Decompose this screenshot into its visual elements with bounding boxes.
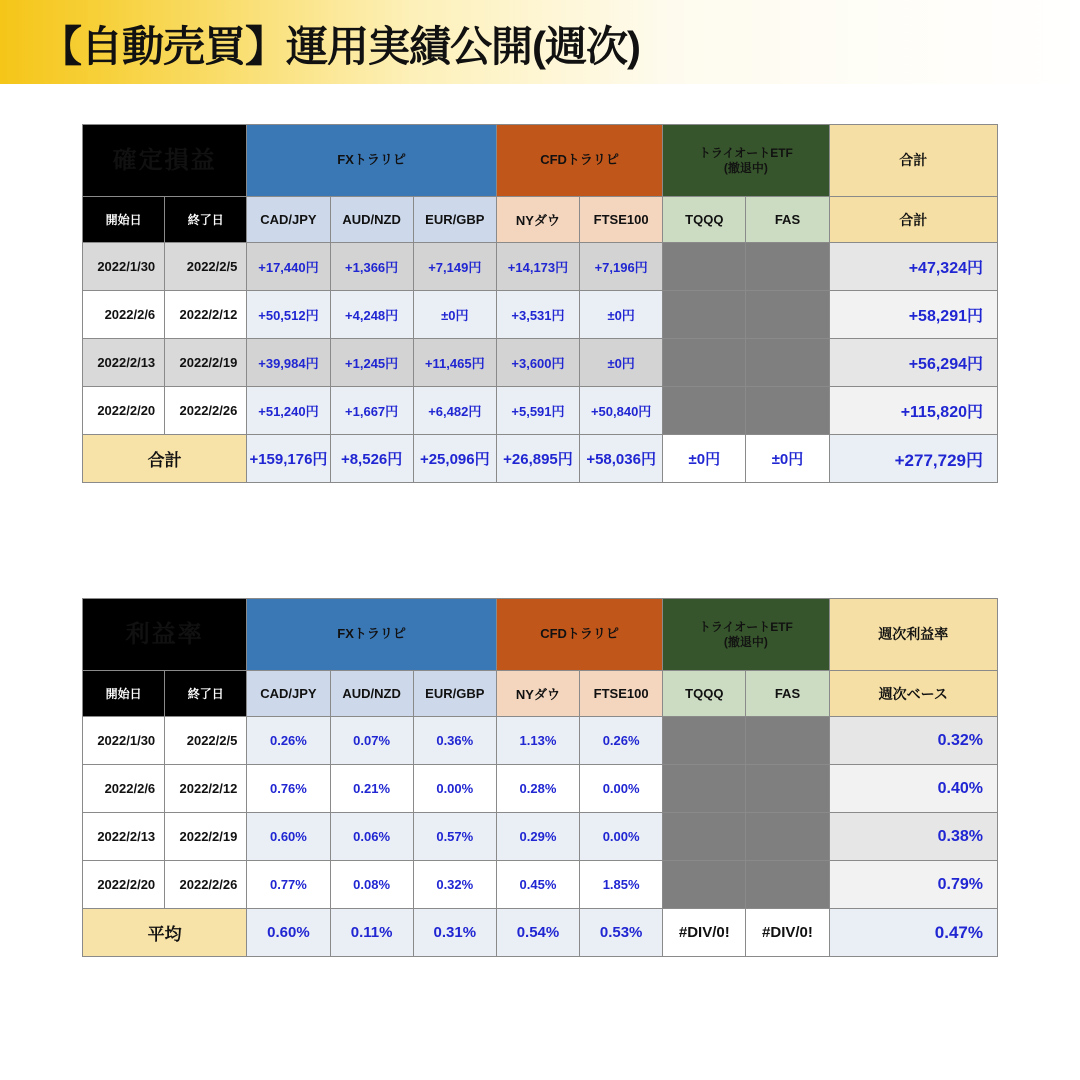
cell-start-date: 2022/1/30 <box>83 243 165 291</box>
footer-fas: ±0円 <box>746 435 829 483</box>
cell-tqqq <box>663 861 746 909</box>
header-banner <box>0 0 1080 84</box>
cell-fas <box>746 291 829 339</box>
footer-cadjpy: 0.60% <box>247 909 330 957</box>
cell-tqqq <box>663 813 746 861</box>
footer-eurgbp: +25,096円 <box>413 435 496 483</box>
group-etf-note: (撤退中) <box>723 160 768 175</box>
table-row <box>83 387 998 435</box>
table-row <box>83 243 998 291</box>
table-average-row <box>83 909 998 957</box>
profit-table <box>82 124 998 483</box>
col-nydow: NYダウ <box>496 671 579 717</box>
footer-audnzd: 0.11% <box>330 909 413 957</box>
col-ftse100: FTSE100 <box>580 197 663 243</box>
cell-start-date: 2022/2/20 <box>83 387 165 435</box>
col-ftse100: FTSE100 <box>580 671 663 717</box>
cell-end-date: 2022/2/5 <box>165 243 247 291</box>
cell-eurgbp: 0.57% <box>413 813 496 861</box>
cell-start-date: 2022/2/6 <box>83 291 165 339</box>
cell-fas <box>746 861 829 909</box>
cell-end-date: 2022/2/5 <box>165 717 247 765</box>
col-tqqq: TQQQ <box>663 671 746 717</box>
cell-eurgbp: +7,149円 <box>413 243 496 291</box>
group-cfd: CFDトラリピ <box>496 125 662 197</box>
cell-nydow: +14,173円 <box>496 243 579 291</box>
footer-cadjpy: +159,176円 <box>247 435 330 483</box>
col-end-date: 終了日 <box>165 671 247 717</box>
footer-total: +277,729円 <box>829 435 997 483</box>
cell-audnzd: 0.08% <box>330 861 413 909</box>
cell-fas <box>746 243 829 291</box>
cell-start-date: 2022/2/13 <box>83 339 165 387</box>
col-eurgbp: EUR/GBP <box>413 197 496 243</box>
cell-ftse100: 1.85% <box>580 861 663 909</box>
cell-audnzd: +1,667円 <box>330 387 413 435</box>
cell-ftse100: ±0円 <box>580 291 663 339</box>
cell-cadjpy: 0.76% <box>247 765 330 813</box>
cell-tqqq <box>663 339 746 387</box>
col-fas: FAS <box>746 197 829 243</box>
col-start-date: 開始日 <box>83 197 165 243</box>
col-cadjpy: CAD/JPY <box>247 671 330 717</box>
group-etf-label: トライオートETF <box>698 619 793 634</box>
footer-total: 0.47% <box>829 909 997 957</box>
table-row <box>83 861 998 909</box>
col-cadjpy: CAD/JPY <box>247 197 330 243</box>
footer-fas: #DIV/0! <box>746 909 829 957</box>
col-fas: FAS <box>746 671 829 717</box>
cell-eurgbp: 0.00% <box>413 765 496 813</box>
cell-ftse100: 0.00% <box>580 813 663 861</box>
cell-ftse100: +7,196円 <box>580 243 663 291</box>
cell-end-date: 2022/2/19 <box>165 339 247 387</box>
group-fx: FXトラリピ <box>247 125 497 197</box>
profit-table-wrapper <box>82 124 998 483</box>
cell-audnzd: 0.07% <box>330 717 413 765</box>
column-header-row <box>83 671 998 717</box>
table-title: 利益率 <box>83 599 247 671</box>
cell-end-date: 2022/2/26 <box>165 387 247 435</box>
cell-end-date: 2022/2/19 <box>165 813 247 861</box>
table-row <box>83 717 998 765</box>
page-title: 【自動売買】運用実績公開(週次) <box>40 23 640 70</box>
cell-fas <box>746 387 829 435</box>
group-header-row <box>83 125 998 197</box>
column-header-row <box>83 197 998 243</box>
cell-cadjpy: +17,440円 <box>247 243 330 291</box>
cell-cadjpy: 0.77% <box>247 861 330 909</box>
cell-end-date: 2022/2/12 <box>165 291 247 339</box>
col-audnzd: AUD/NZD <box>330 197 413 243</box>
cell-eurgbp: 0.36% <box>413 717 496 765</box>
cell-cadjpy: +39,984円 <box>247 339 330 387</box>
col-end-date: 終了日 <box>165 197 247 243</box>
group-weekly-rate: 週次利益率 <box>829 599 997 671</box>
group-etf-note: (撤退中) <box>723 634 768 649</box>
cell-eurgbp: 0.32% <box>413 861 496 909</box>
footer-nydow: 0.54% <box>496 909 579 957</box>
cell-row-total: 0.40% <box>829 765 997 813</box>
group-total: 合計 <box>829 125 997 197</box>
cell-ftse100: ±0円 <box>580 339 663 387</box>
group-etf-label: トライオートETF <box>698 145 793 160</box>
table-row <box>83 765 998 813</box>
table-row <box>83 291 998 339</box>
cell-ftse100: +50,840円 <box>580 387 663 435</box>
group-header-row <box>83 599 998 671</box>
cell-ftse100: 0.00% <box>580 765 663 813</box>
cell-nydow: 0.45% <box>496 861 579 909</box>
cell-fas <box>746 813 829 861</box>
cell-nydow: 0.28% <box>496 765 579 813</box>
cell-nydow: +3,531円 <box>496 291 579 339</box>
cell-cadjpy: +51,240円 <box>247 387 330 435</box>
cell-eurgbp: ±0円 <box>413 291 496 339</box>
cell-row-total: +115,820円 <box>829 387 997 435</box>
group-etf <box>663 599 829 671</box>
group-fx: FXトラリピ <box>247 599 497 671</box>
group-etf <box>663 125 829 197</box>
cell-nydow: 1.13% <box>496 717 579 765</box>
cell-row-total: 0.79% <box>829 861 997 909</box>
cell-ftse100: 0.26% <box>580 717 663 765</box>
cell-audnzd: 0.06% <box>330 813 413 861</box>
cell-tqqq <box>663 765 746 813</box>
table-total-row <box>83 435 998 483</box>
cell-fas <box>746 339 829 387</box>
col-weekly-base: 週次ベース <box>829 671 997 717</box>
cell-cadjpy: +50,512円 <box>247 291 330 339</box>
footer-nydow: +26,895円 <box>496 435 579 483</box>
footer-ftse100: +58,036円 <box>580 435 663 483</box>
table-title: 確定損益 <box>83 125 247 197</box>
cell-start-date: 2022/2/20 <box>83 861 165 909</box>
cell-nydow: +3,600円 <box>496 339 579 387</box>
cell-eurgbp: +6,482円 <box>413 387 496 435</box>
group-cfd: CFDトラリピ <box>496 599 662 671</box>
cell-end-date: 2022/2/12 <box>165 765 247 813</box>
cell-tqqq <box>663 717 746 765</box>
cell-end-date: 2022/2/26 <box>165 861 247 909</box>
cell-start-date: 2022/2/13 <box>83 813 165 861</box>
col-nydow: NYダウ <box>496 197 579 243</box>
footer-audnzd: +8,526円 <box>330 435 413 483</box>
cell-nydow: +5,591円 <box>496 387 579 435</box>
footer-tqqq: ±0円 <box>663 435 746 483</box>
cell-tqqq <box>663 291 746 339</box>
col-tqqq: TQQQ <box>663 197 746 243</box>
col-total: 合計 <box>829 197 997 243</box>
cell-row-total: 0.32% <box>829 717 997 765</box>
table-row <box>83 339 998 387</box>
cell-fas <box>746 765 829 813</box>
cell-audnzd: +4,248円 <box>330 291 413 339</box>
profit-rate-table <box>82 598 998 957</box>
cell-row-total: +56,294円 <box>829 339 997 387</box>
cell-tqqq <box>663 387 746 435</box>
cell-row-total: +47,324円 <box>829 243 997 291</box>
cell-eurgbp: +11,465円 <box>413 339 496 387</box>
cell-start-date: 2022/1/30 <box>83 717 165 765</box>
cell-row-total: 0.38% <box>829 813 997 861</box>
footer-tqqq: #DIV/0! <box>663 909 746 957</box>
cell-nydow: 0.29% <box>496 813 579 861</box>
col-audnzd: AUD/NZD <box>330 671 413 717</box>
table-row <box>83 813 998 861</box>
cell-audnzd: +1,245円 <box>330 339 413 387</box>
cell-tqqq <box>663 243 746 291</box>
footer-ftse100: 0.53% <box>580 909 663 957</box>
footer-eurgbp: 0.31% <box>413 909 496 957</box>
cell-audnzd: +1,366円 <box>330 243 413 291</box>
cell-row-total: +58,291円 <box>829 291 997 339</box>
profit-rate-table-wrapper <box>82 598 998 957</box>
footer-label: 合計 <box>83 435 247 483</box>
col-start-date: 開始日 <box>83 671 165 717</box>
cell-start-date: 2022/2/6 <box>83 765 165 813</box>
col-eurgbp: EUR/GBP <box>413 671 496 717</box>
cell-cadjpy: 0.26% <box>247 717 330 765</box>
cell-audnzd: 0.21% <box>330 765 413 813</box>
footer-label: 平均 <box>83 909 247 957</box>
cell-fas <box>746 717 829 765</box>
cell-cadjpy: 0.60% <box>247 813 330 861</box>
